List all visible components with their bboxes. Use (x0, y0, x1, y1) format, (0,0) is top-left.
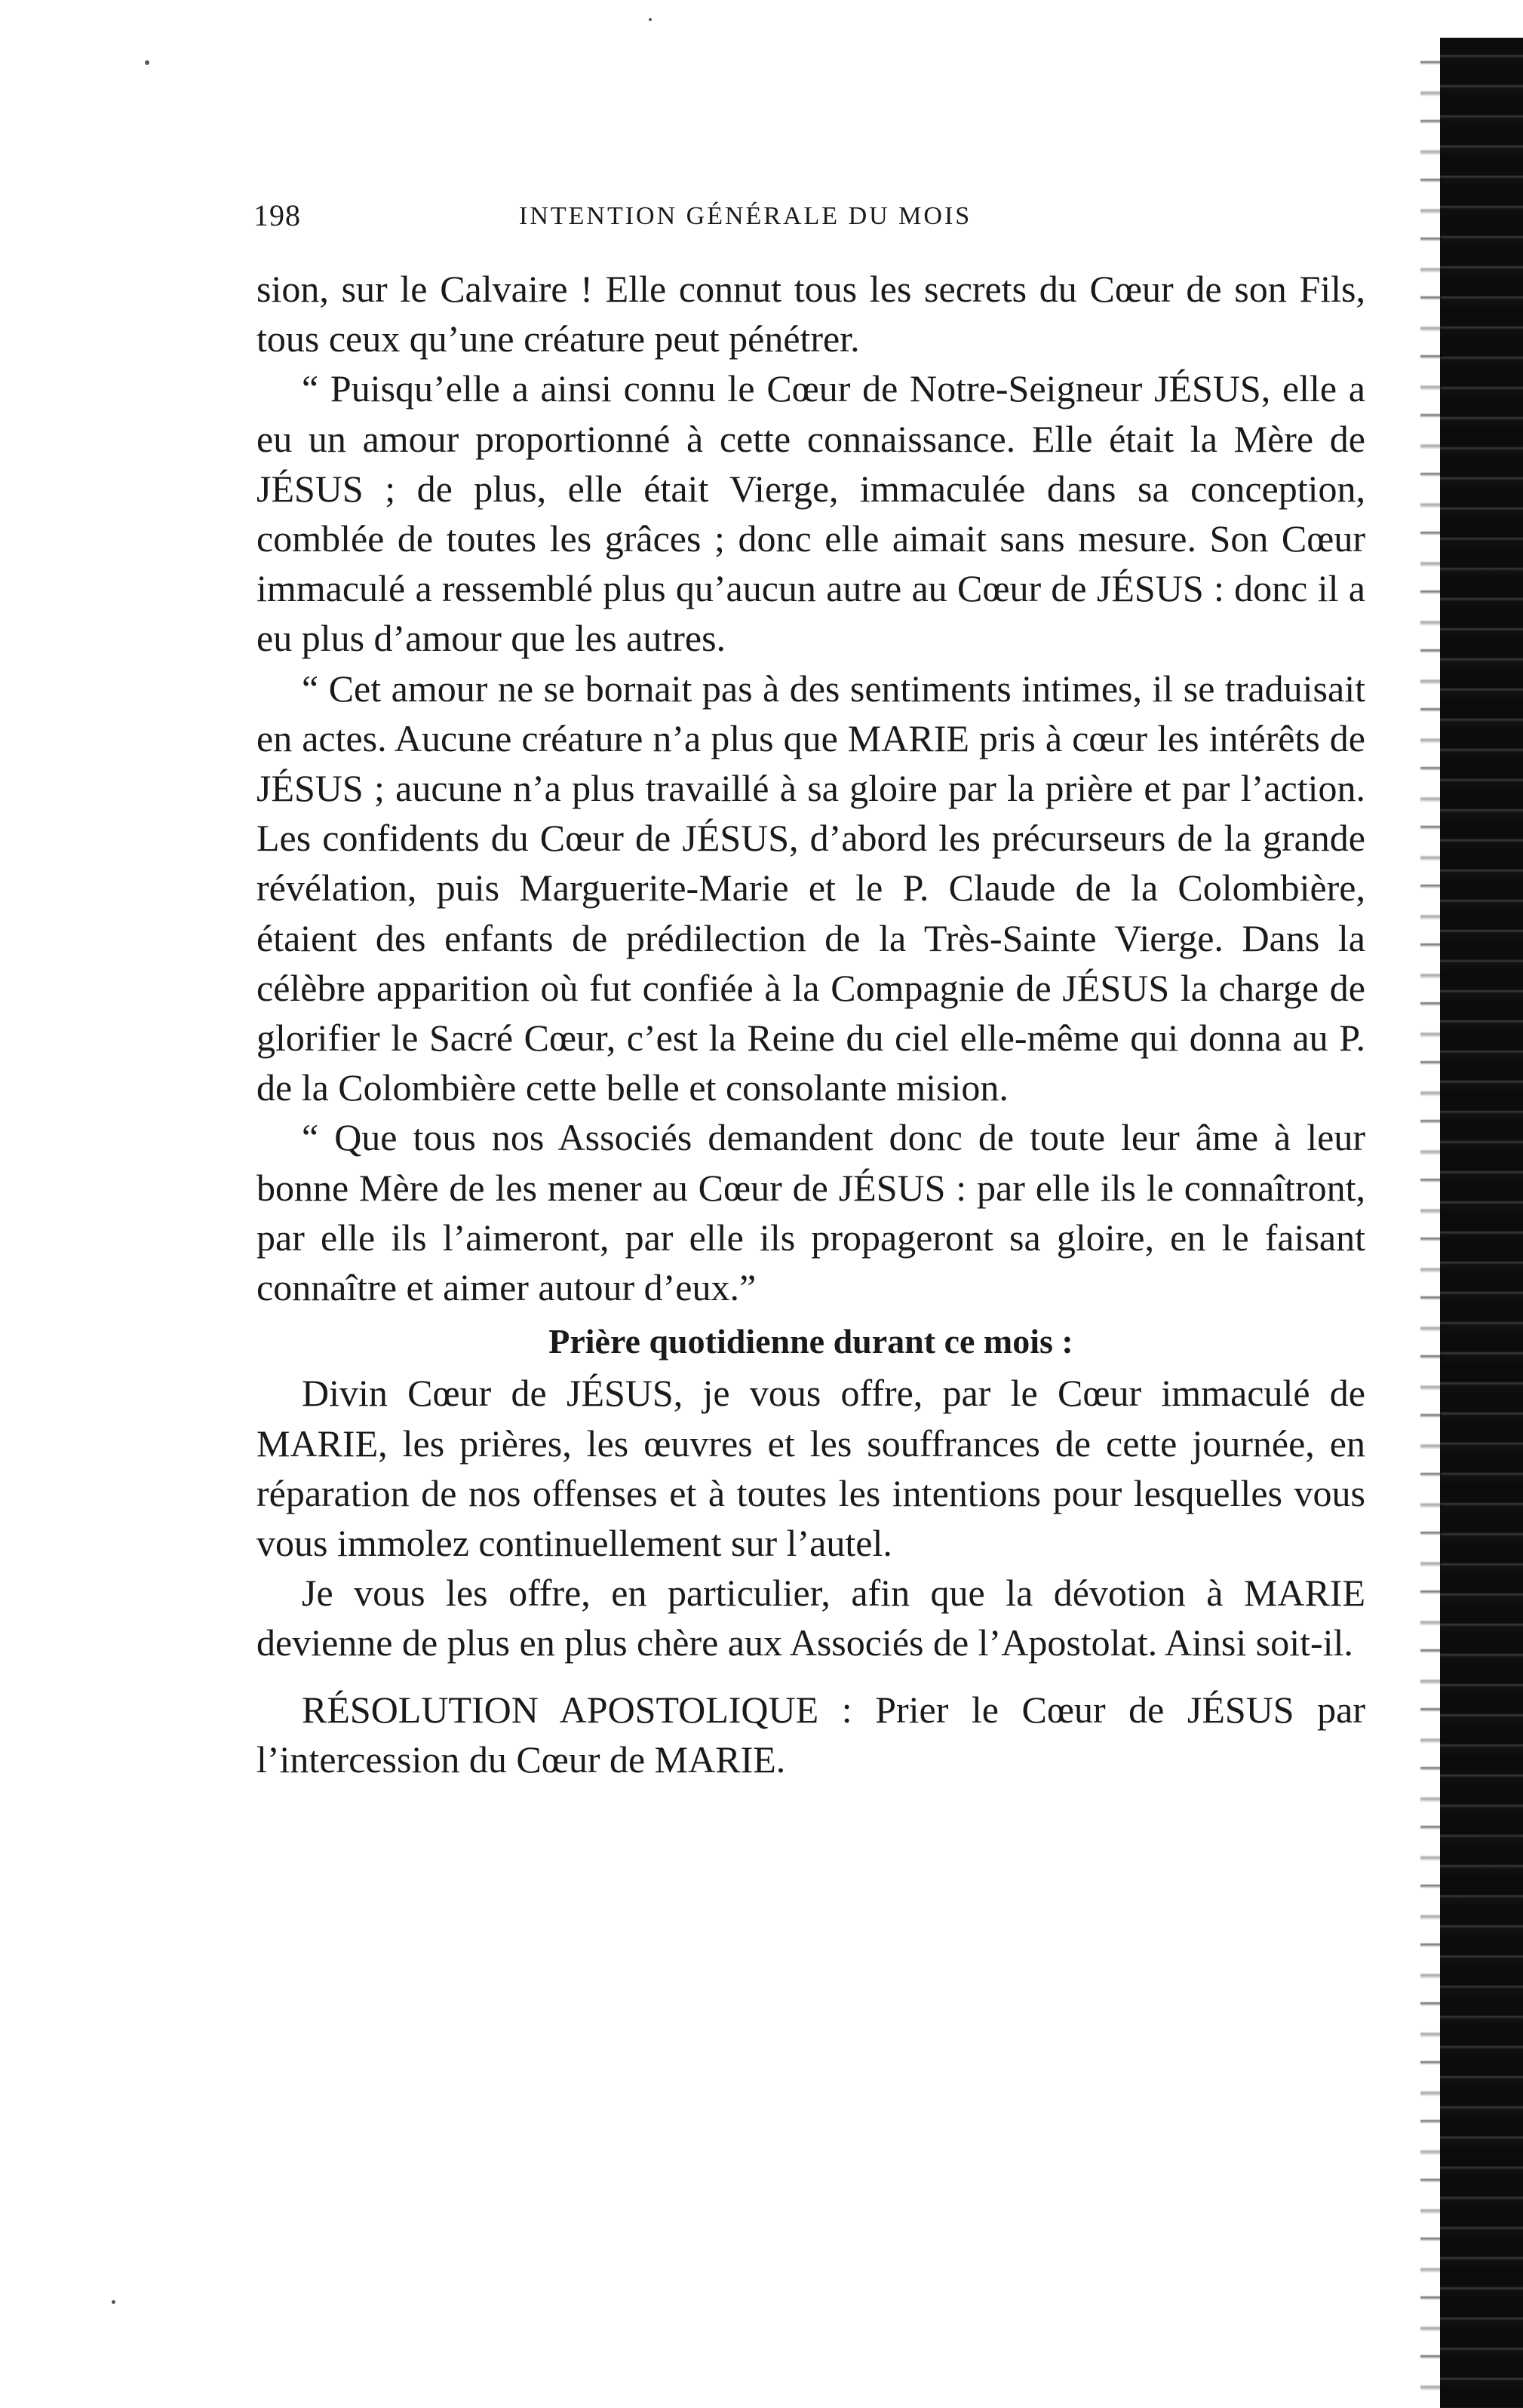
resolution-label: RÉSOLUTION APOSTOLIQUE : (302, 1688, 852, 1731)
running-title: INTENTION GÉNÉRALE DU MOIS (519, 202, 972, 230)
paragraph: sion, sur le Calvaire ! Elle connut tous les secrets du Cœur de son Fils, tous ceux qu’une créature peut pénétrer. (256, 268, 1365, 360)
paragraph: “ Puisqu’elle a ainsi connu le Cœur de Notre-Seigneur JÉSUS, elle a eu un amour proportionné à cette connaissance. Elle était la Mère de JÉSUS ; de plus, elle était Vierge, immaculée dans sa conception, comblée de toutes les grâces ; donc elle aimait sans mesure. Son Cœur immaculé a ressemblé plus qu’aucun autre au Cœur de JÉSUS : donc il a eu plus d’amour que les autres. (256, 367, 1365, 660)
paragraph: “ Que tous nos Associés demandent donc de toute leur âme à leur bonne Mère de les mener au Cœur de JÉSUS : par elle ils le connaîtront, par elle ils l’aimeront, par elle ils propageront sa gloire, en le faisant connaître et aimer autour d’eux.” (256, 1116, 1365, 1309)
speck (145, 60, 149, 65)
prayer-paragraph: Je vous les offre, en particulier, afin que la dévotion à MARIE devienne de plus en plus chère aux Associés de l’Apostolat. Ainsi soit-il. (256, 1572, 1365, 1664)
prayer-paragraph: Divin Cœur de JÉSUS, je vous offre, par le Cœur immaculé de MARIE, les prières, les œuvres et les souffrances de cette journée, en réparation de nos offenses et à toutes les intentions pour lesquelles vous vous immolez continuellement sur l’autel. (256, 1372, 1365, 1565)
body-text (256, 264, 1365, 1784)
page-header (253, 198, 1181, 243)
speck (112, 2300, 115, 2304)
resolution (256, 1685, 1365, 1784)
prayer-heading: Prière quotidienne durant ce mois : (548, 1322, 1073, 1361)
speck (649, 18, 652, 21)
paragraph: “ Cet amour ne se bornait pas à des sentiments intimes, il se traduisait en actes. Aucune créature n’a plus que MARIE pris à cœur les intérêts de JÉSUS ; aucune n’a plus travaillé à sa gloire par la prière et par l’action. Les confidents du Cœur de JÉSUS, d’abord les précurseurs de la grande révélation, puis Marguerite-Marie et le P. Claude de la Colombière, étaient des enfants de prédilection de la Très-Sainte Vierge. Dans la célèbre apparition où fut confiée à la Compagnie de JÉSUS la charge de glorifier le Sacré Cœur, c’est la Reine du ciel elle-même qui donna au P. de la Colombière cette belle et consolante mision. (256, 667, 1365, 1109)
binding-edge-shadow (1440, 38, 1523, 2408)
resolution-text: Prier le Cœur de JÉSUS par l’intercession du Cœur de MARIE. (256, 1688, 1365, 1781)
page-number: 198 (253, 198, 301, 232)
